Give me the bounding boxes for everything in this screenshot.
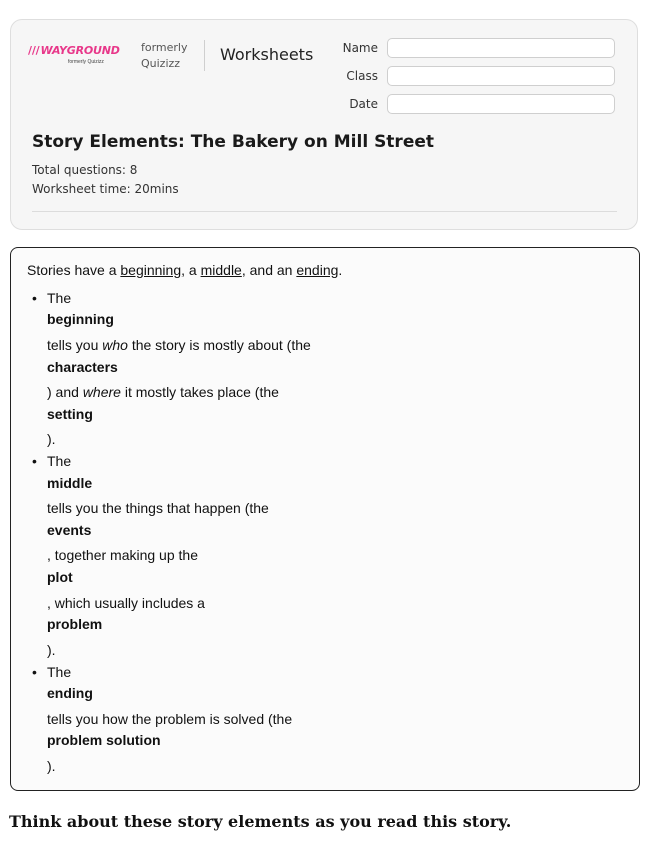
list-item-line: ending [47, 685, 93, 701]
wayground-logo [28, 44, 118, 66]
bullet-icon: • [32, 453, 37, 469]
list-item-line: plot [47, 569, 73, 585]
class-field[interactable] [387, 66, 615, 86]
list-item-line: ) and where it mostly takes place (the [47, 384, 279, 400]
bullet-icon: • [32, 664, 37, 680]
total-questions: Total questions: 8 [32, 163, 138, 177]
section-title: Worksheets [220, 45, 314, 64]
name-field-row [336, 38, 618, 60]
list-item-line: problem [47, 616, 103, 632]
worksheet-meta [32, 161, 179, 199]
class-label: Class [346, 69, 378, 83]
header-divider [204, 40, 205, 71]
list-item-line: The [47, 290, 72, 306]
list-item-line: The [47, 453, 72, 469]
story-elements-box [10, 247, 640, 791]
formerly-note: formerly Quizizz [141, 41, 188, 70]
worksheet-time: Worksheet time: 20mins [32, 182, 179, 196]
bullet-icon: • [32, 290, 37, 306]
list-item-line: tells you the things that happen (the [47, 500, 269, 516]
list-item-line: characters [47, 359, 118, 375]
list-item-line: problem solution [47, 732, 161, 748]
class-field-row [336, 66, 618, 88]
list-item-line: beginning [47, 311, 114, 327]
worksheet-title: Story Elements: The Bakery on Mill Street [32, 132, 435, 152]
logo-text: WAYGROUND [40, 44, 120, 57]
list-item-line: ). [47, 642, 56, 658]
date-label: Date [349, 97, 378, 111]
list-item-line: , which usually includes a [47, 595, 205, 611]
list-item-line: tells you how the problem is solved (the [47, 711, 293, 727]
list-item-line: ). [47, 758, 56, 774]
header-bottom-divider [32, 211, 617, 212]
date-field-row [336, 94, 618, 116]
name-label: Name [342, 41, 378, 55]
reading-instruction: Think about these story elements as you read this story. [9, 812, 512, 831]
list-item-line: ). [47, 431, 56, 447]
date-field[interactable] [387, 94, 615, 114]
list-item-line: , together making up the [47, 547, 198, 563]
intro-sentence: Stories have a beginning, a middle, and an ending. [27, 262, 343, 278]
logo-subtext: formerly Quizizz [68, 59, 104, 65]
list-item-line: middle [47, 475, 93, 491]
logo-mark-icon: /// [28, 44, 40, 57]
list-item-line: setting [47, 406, 93, 422]
list-item-line: tells you who the story is mostly about (the [47, 337, 311, 353]
list-item-line: The [47, 664, 72, 680]
name-field[interactable] [387, 38, 615, 58]
list-item-line: events [47, 522, 92, 538]
